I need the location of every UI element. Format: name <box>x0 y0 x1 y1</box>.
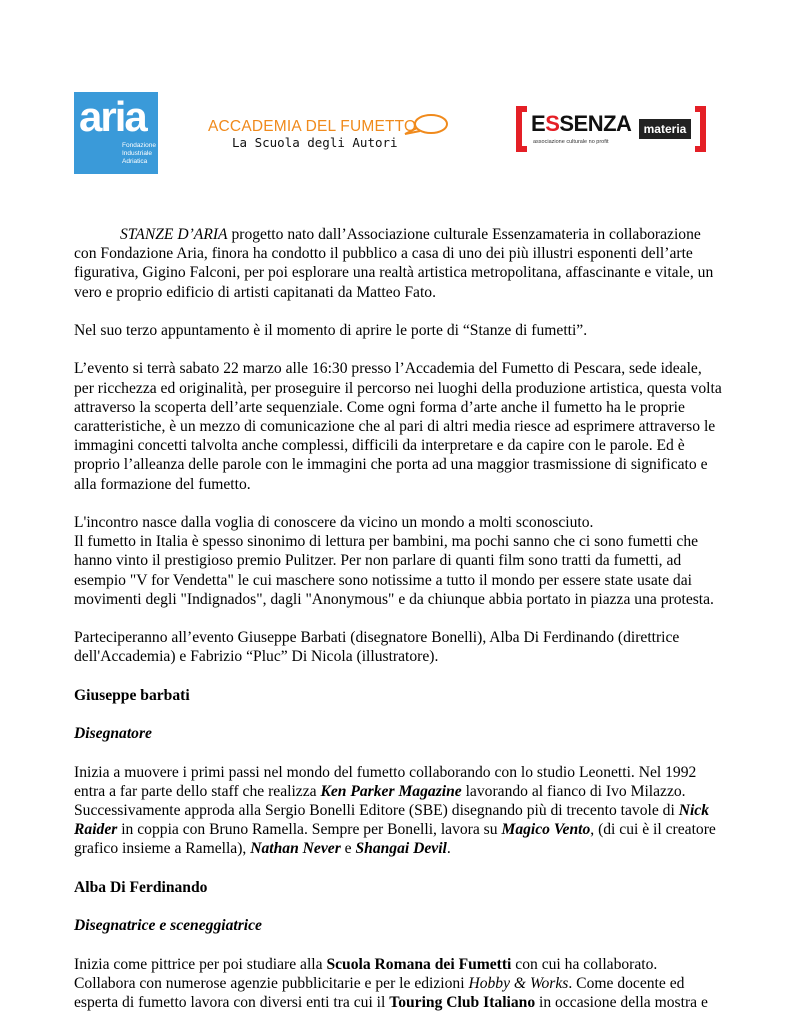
aria-logo-line: Adriatica <box>122 158 148 165</box>
bio-title: Ken Parker Magazine <box>320 782 462 800</box>
bio-text: Inizia a muovere i primi passi nel mondo del fumetto collaborando con lo studio Leonetti. Nel 1992 entra a far parte dello staff che realizza <box>74 763 697 800</box>
bio-text: in occasione della mostra e <box>535 993 708 1011</box>
bio-title: Nick Raider <box>74 801 709 839</box>
essenza-letter-e: E <box>531 111 546 136</box>
essenza-letters: SENZA <box>559 111 632 136</box>
participants-paragraph: Parteciperanno all’evento Giuseppe Barbati (disegnatore Bonelli), Alba Di Ferdinando (direttrice dell'Accademia) e Fabrizio “Pluc” Di Nicola (illustratore). <box>74 629 680 666</box>
barbati-bio <box>74 763 722 859</box>
essenza-logo-word <box>531 111 631 137</box>
bio-title: Nathan Never <box>250 840 341 858</box>
alba-name: Alba Di Ferdinando <box>74 878 208 896</box>
bio-text: , (di cui è il creatore grafico insieme a Ramella), <box>74 821 716 858</box>
essenza-logo-tagline: associazione culturale no profit <box>533 139 609 145</box>
aria-logo <box>74 92 158 174</box>
intro-paragraph <box>74 225 722 302</box>
comics-paragraph: Il fumetto in Italia è spesso sinonimo di lettura per bambini, ma pochi sanno che ci sono fumetti che hanno vinto il prestigioso premio Pulitzer. Per non parlare di quanti film sono tratti da fumetti, ad esempio "V for Vendetta" le cui maschere sono notissime a tutto il mondo per essere state usate dai movimenti degli "Indignados", dagli "Anonymous" e da chiunque abbia portato in piazza una protesta. <box>74 533 714 608</box>
accademia-logo-title: ACCADEMIA DEL FUMETTO <box>208 118 417 135</box>
bio-italic: Hobby & Works <box>468 974 569 992</box>
aria-logo-line: Fondazione <box>122 142 156 149</box>
right-bracket-icon <box>695 106 706 152</box>
bio-text: lavorando al fianco di Ivo Milazzo. Successivamente approda alla Sergio Bonelli Editore (SBE) disegnando più di trecento tavole di <box>74 782 686 819</box>
intro-text: progetto nato dall’Associazione culturale Essenzamateria in collaborazione con Fondazione Aria, finora ha condotto il pubblico a casa di uno dei più illustri esponenti dell’arte figurativa, Gigino Falconi, per poi esplorare una realtà artistica metropolitana, affascinante e vitale, un vero e proprio edificio di artisti capitanati da Matteo Fato. <box>74 226 714 301</box>
bio-text: e <box>340 840 356 858</box>
alba-role: Disegnatrice e sceneggiatrice <box>74 917 262 935</box>
accademia-logo-subtitle: La Scuola degli Autori <box>232 135 398 150</box>
meeting-paragraph: L'incontro nasce dalla voglia di conoscere da vicino un mondo a molti sconosciuto. <box>74 514 594 531</box>
bio-bold: Touring Club Italiano <box>389 993 536 1011</box>
bio-text: Inizia come pittrice per poi studiare alla <box>74 955 327 973</box>
event-paragraph: L’evento si terrà sabato 22 marzo alle 16:30 presso l’Accademia del Fumetto di Pescara, sede ideale, per ricchezza ed originalità, per proseguire il percorso nei luoghi della produzione artistica, questa volta attraverso la scoperta dell’arte sequenziale. Come ogni forma d’arte anche il fumetto ha le proprie caratteristiche, è un mezzo di comunicazione che al pari di altri media riesce ad esprimere attraverso le immagini concetti talvolta anche complessi, difficili da interpretare e da capire con le parole. Ed è proprio l’alleanza delle parole con le immagini che porta ad una maggior trasmissione di significato e alla formazione del fumetto. <box>74 360 722 493</box>
alba-bio <box>74 955 722 1013</box>
left-bracket-icon <box>516 106 527 152</box>
barbati-name: Giuseppe barbati <box>74 686 190 704</box>
bio-text: . Come docente ed esperta di fumetto lavora con diversi enti tra cui il <box>74 974 685 1011</box>
essenza-letter-s: S <box>545 111 560 136</box>
aria-logo-line: Industriale <box>122 150 152 157</box>
bio-text: in coppia con Bruno Ramella. Sempre per Bonelli, lavora su <box>117 821 502 839</box>
bio-text: con cui ha collaborato. Collabora con numerose agenzie pubblicitarie e per le edizioni <box>74 955 658 992</box>
aria-logo-subtitle <box>122 142 156 166</box>
essenza-logo-box: materia <box>639 119 691 139</box>
essenza-logo <box>516 106 706 152</box>
bio-title: Shangai Devil <box>355 840 447 858</box>
document-body <box>74 225 722 1031</box>
bio-title: Magico Vento <box>501 821 591 839</box>
appointment-paragraph: Nel suo terzo appuntamento è il momento di aprire le porte di “Stanze di fumetti”. <box>74 322 588 339</box>
bio-text: . <box>446 840 451 858</box>
accademia-logo <box>208 112 453 154</box>
speech-bubble-icon <box>403 112 449 142</box>
bio-bold: Scuola Romana dei Fumetti <box>326 955 512 973</box>
project-title: STANZE D’ARIA <box>120 226 228 243</box>
aria-logo-word: aria <box>79 93 146 140</box>
barbati-role: Disegnatore <box>74 725 152 743</box>
